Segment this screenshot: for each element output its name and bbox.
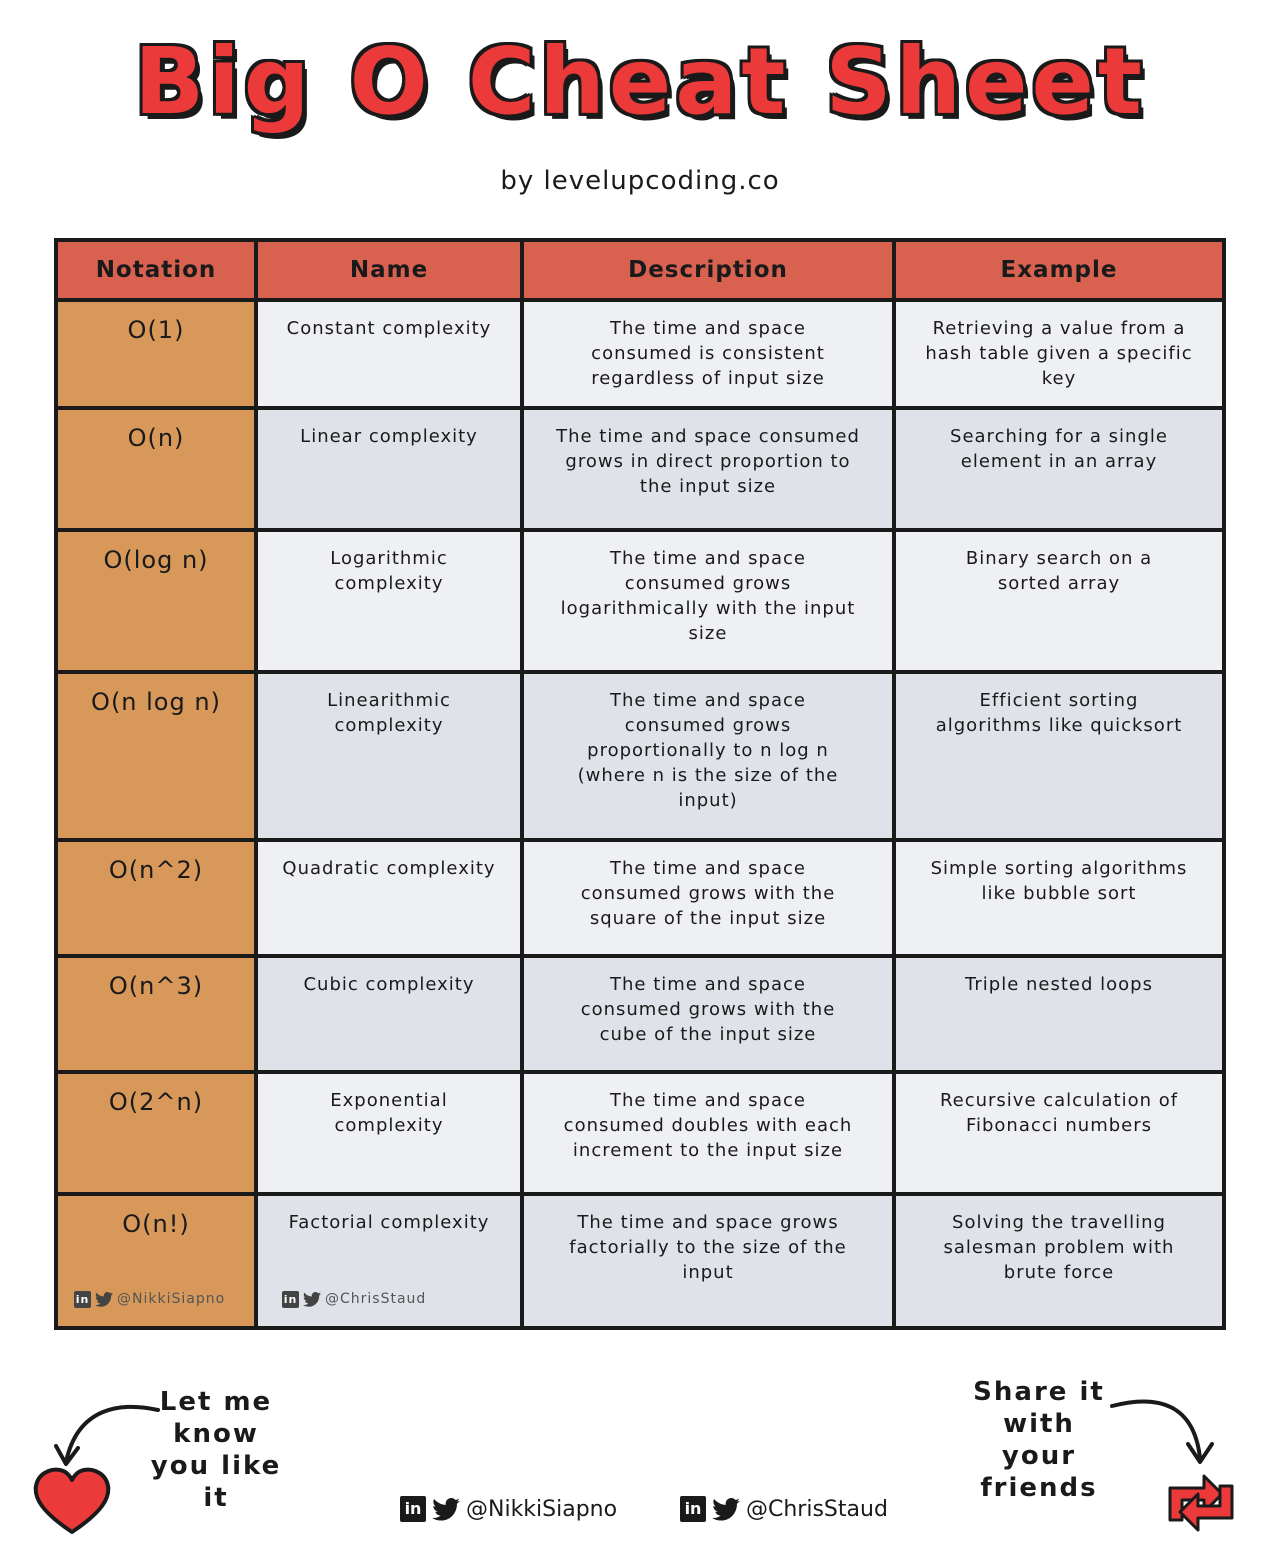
footer-credit-handle: @NikkiSiapno — [466, 1496, 618, 1522]
name-cell: Logarithmic complexity — [258, 532, 524, 674]
table-row — [58, 532, 1222, 674]
column-header-description: Description — [524, 242, 896, 302]
name-value: Factorial complexity — [288, 1212, 490, 1233]
notation-cell: O(2^n) — [58, 1074, 258, 1196]
notation-cell: O(log n) — [58, 532, 258, 674]
example-cell: Retrieving a value from a hash table given a specific key — [896, 302, 1222, 410]
curved-arrow-icon — [1108, 1396, 1220, 1470]
linkedin-icon: in — [680, 1496, 706, 1522]
footer-credit-handle: @ChrisStaud — [746, 1496, 888, 1522]
twitter-icon — [712, 1498, 740, 1521]
table-row — [58, 302, 1222, 410]
table-header-row — [58, 242, 1222, 302]
heart-icon[interactable] — [32, 1466, 112, 1536]
twitter-icon — [432, 1498, 460, 1521]
example-cell: Searching for a single element in an array — [896, 410, 1222, 532]
notation-cell: O(n log n) — [58, 674, 258, 842]
notation-value: O(n!) — [122, 1210, 190, 1238]
linkedin-icon: in — [283, 1293, 298, 1306]
table-row — [58, 410, 1222, 532]
notation-cell: O(n^3) — [58, 958, 258, 1074]
byline: by levelupcoding.co — [500, 166, 780, 196]
column-header-example: Example — [896, 242, 1222, 302]
table-row — [58, 1196, 1222, 1326]
credit-handle: @NikkiSiapno — [117, 1291, 226, 1307]
name-cell: Quadratic complexity — [258, 842, 524, 958]
column-header-notation: Notation — [58, 242, 258, 302]
notation-cell: O(1) — [58, 302, 258, 410]
table-row — [58, 674, 1222, 842]
example-cell: Solving the travelling salesman problem with brute force — [896, 1196, 1222, 1326]
name-cell: Exponential complexity — [258, 1074, 524, 1196]
description-cell: The time and space consumed is consistent regardless of input size — [524, 302, 896, 410]
footer-credit[interactable] — [680, 1496, 888, 1522]
author-credit — [74, 1287, 225, 1312]
description-cell: The time and space consumed grows with the cube of the input size — [524, 958, 896, 1074]
example-cell: Binary search on a sorted array — [896, 532, 1222, 674]
notation-cell — [58, 1196, 258, 1326]
example-cell: Simple sorting algorithms like bubble sort — [896, 842, 1222, 958]
description-cell: The time and space consumed doubles with each increment to the input size — [524, 1074, 896, 1196]
notation-cell: O(n^2) — [58, 842, 258, 958]
example-cell: Recursive calculation of Fibonacci numbers — [896, 1074, 1222, 1196]
page-title: Big O Cheat Sheet — [134, 28, 1146, 135]
example-cell: Triple nested loops — [896, 958, 1222, 1074]
linkedin-icon: in — [400, 1496, 426, 1522]
twitter-icon — [95, 1292, 113, 1307]
example-cell: Efficient sorting algorithms like quicksort — [896, 674, 1222, 842]
description-cell: The time and space consumed grows logarithmically with the input size — [524, 532, 896, 674]
credit-handle: @ChrisStaud — [325, 1291, 427, 1307]
notation-cell: O(n) — [58, 410, 258, 532]
description-cell: The time and space consumed grows with the square of the input size — [524, 842, 896, 958]
share-note: Share it with your friends — [973, 1377, 1105, 1503]
description-cell: The time and space consumed grows proportionally to n log n (where n is the size of the input) — [524, 674, 896, 842]
name-cell: Constant complexity — [258, 302, 524, 410]
table-row — [58, 1074, 1222, 1196]
name-cell: Linearithmic complexity — [258, 674, 524, 842]
table-row — [58, 958, 1222, 1074]
table-row — [58, 842, 1222, 958]
column-header-name: Name — [258, 242, 524, 302]
like-note: Let me know you like it — [150, 1387, 282, 1513]
name-cell: Cubic complexity — [258, 958, 524, 1074]
linkedin-icon: in — [75, 1293, 90, 1306]
twitter-icon — [303, 1292, 321, 1307]
description-cell: The time and space grows factorially to the size of the input — [524, 1196, 896, 1326]
author-credit — [282, 1287, 426, 1312]
repost-icon[interactable] — [1156, 1470, 1246, 1536]
name-cell — [258, 1196, 524, 1326]
big-o-table — [54, 238, 1226, 1330]
description-cell: The time and space consumed grows in direct proportion to the input size — [524, 410, 896, 532]
footer-credit[interactable] — [400, 1496, 617, 1522]
name-cell: Linear complexity — [258, 410, 524, 532]
